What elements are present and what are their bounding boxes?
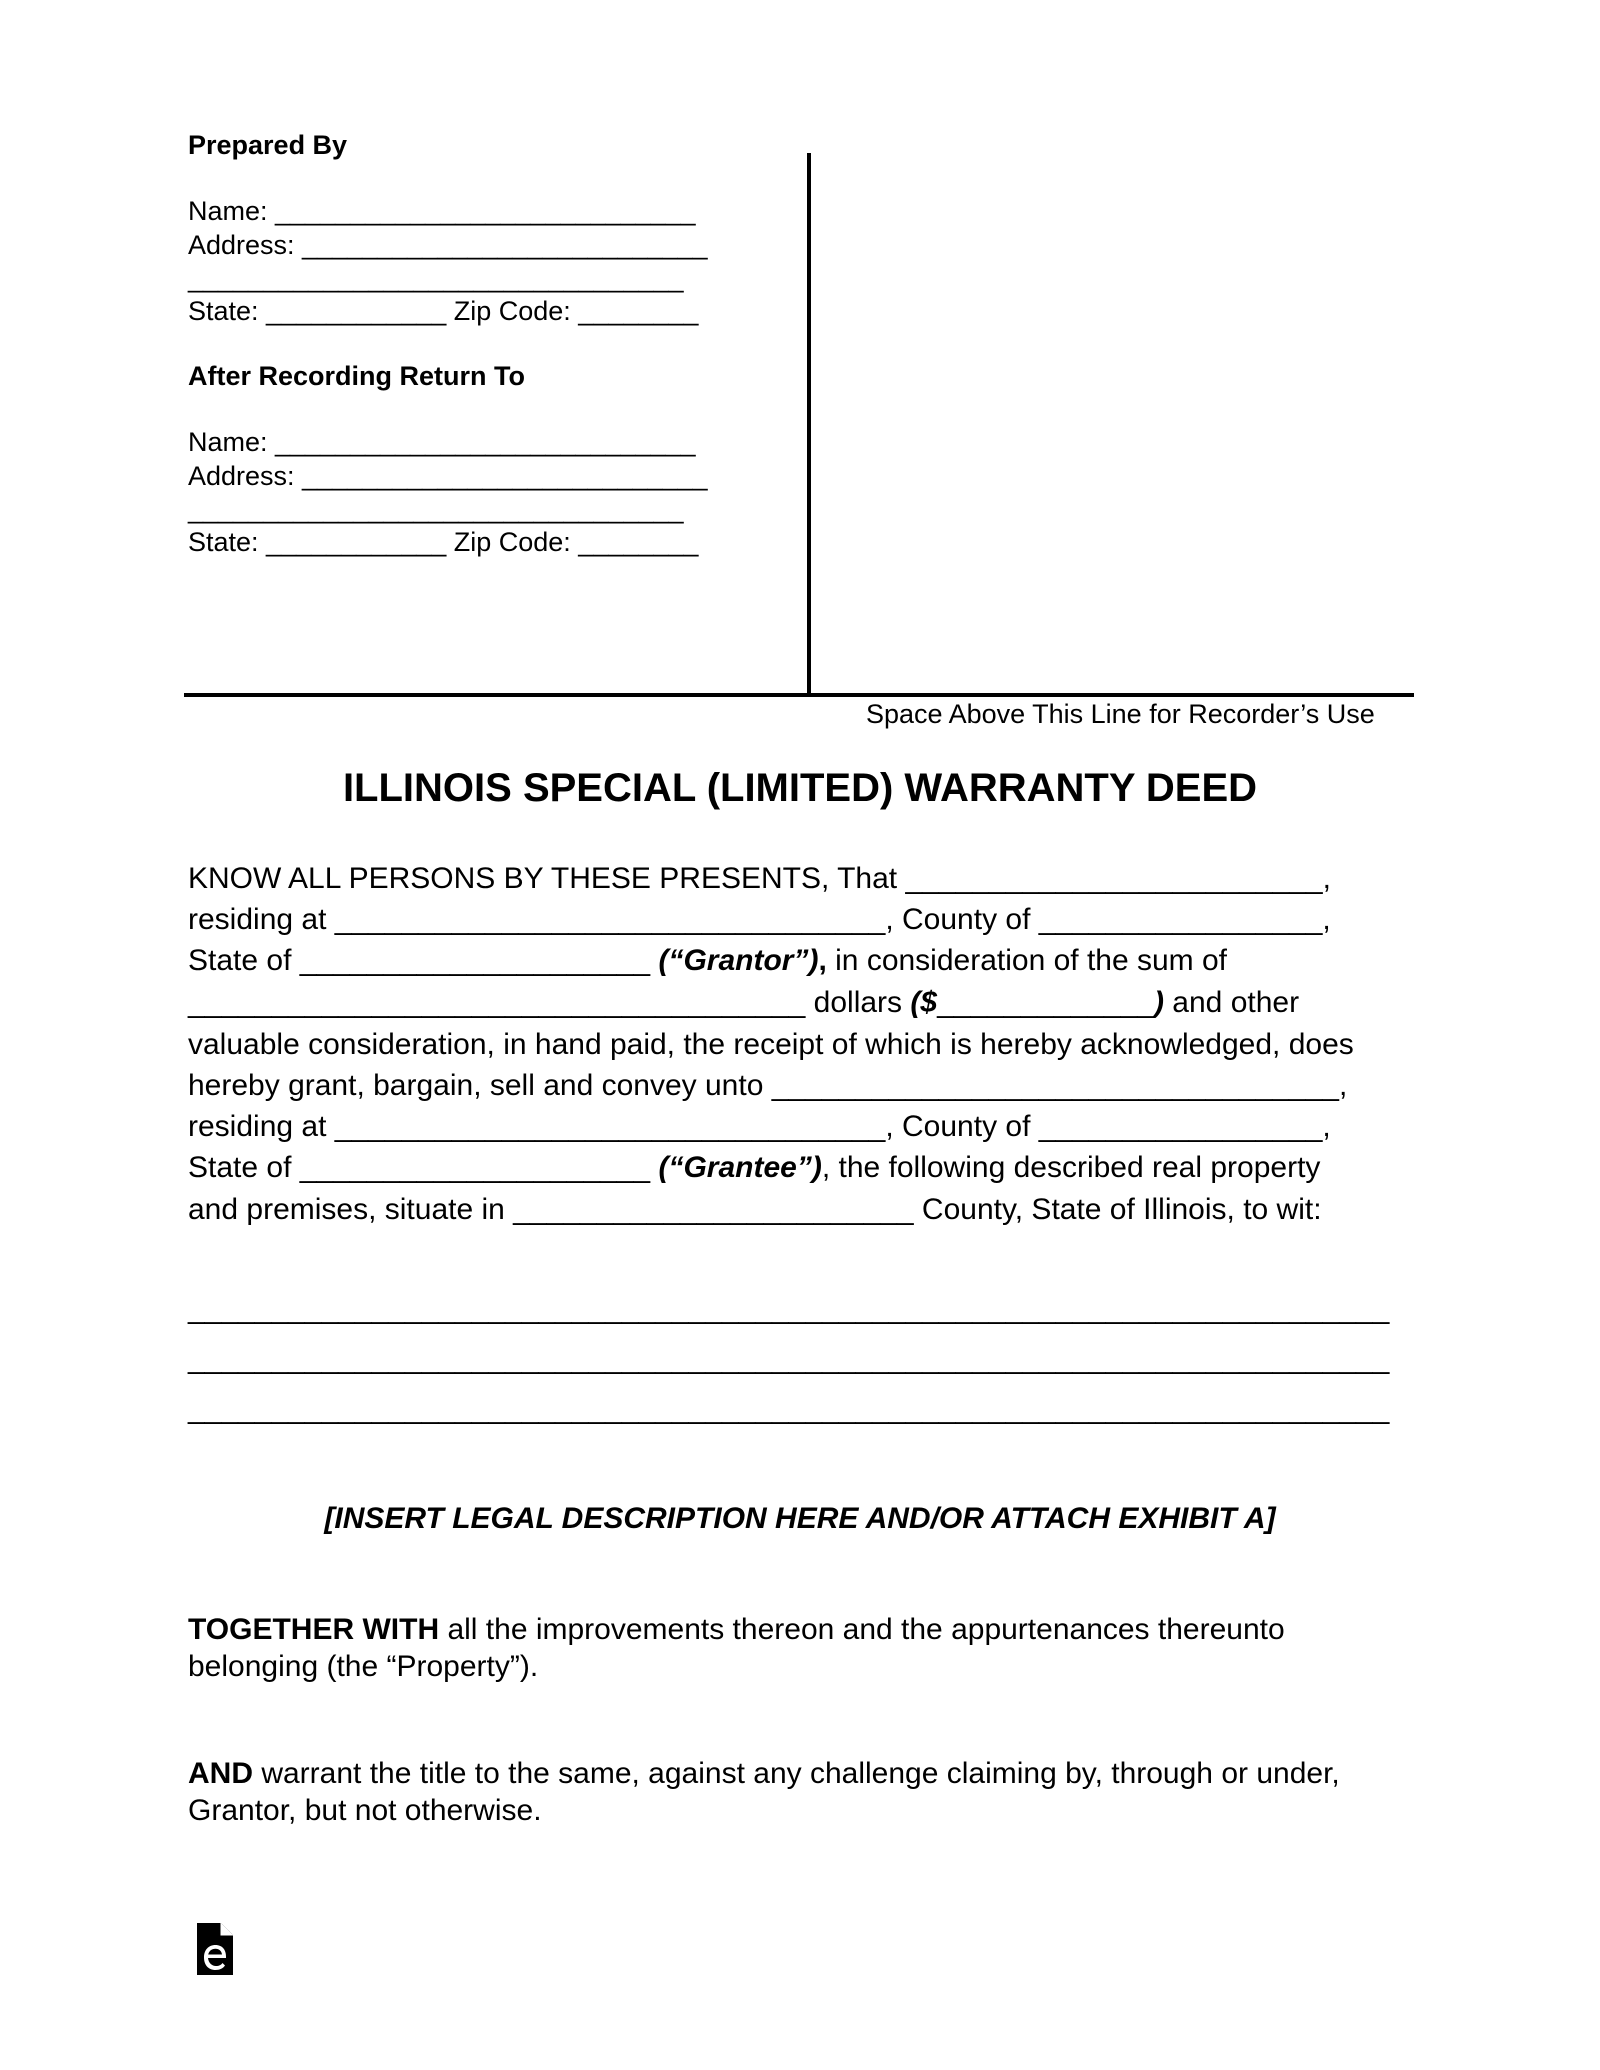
body-line-6: hereby grant, bargain, sell and convey unto __________________________________, — [188, 1069, 1348, 1102]
prepared-by-state-zip-field[interactable]: State: ____________ Zip Code: ________ — [188, 296, 699, 326]
recorder-space-divider — [807, 153, 811, 695]
body-line-5: valuable consideration, in hand paid, the receipt of which is hereby acknowledged, does — [188, 1028, 1354, 1061]
recorder-space-bottom-line — [184, 693, 1414, 697]
grantor-label: (“Grantor”) — [658, 944, 819, 977]
document-title: ILLINOIS SPECIAL (LIMITED) WARRANTY DEED — [342, 766, 1258, 810]
legal-description-line-3[interactable]: ________________________________________________________________________ — [188, 1392, 1390, 1425]
body-line-8: State of _____________________ (“Grantee”), the following described real property — [188, 1151, 1321, 1184]
prepared-by-name-field[interactable]: Name: ____________________________ — [188, 196, 696, 226]
prepared-by-address-line2[interactable]: _________________________________ — [188, 263, 684, 293]
prepared-by-heading: Prepared By — [188, 130, 348, 160]
return-to-heading: After Recording Return To — [188, 361, 525, 391]
legal-description-line-1[interactable]: ________________________________________________________________________ — [188, 1292, 1390, 1325]
return-to-address-field[interactable]: Address: ___________________________ — [188, 461, 708, 491]
grantee-label: (“Grantee”) — [658, 1151, 822, 1184]
together-with-line-1: TOGETHER WITH all the improvements thereon and the appurtenances thereunto — [188, 1613, 1285, 1646]
together-with-line-2: belonging (the “Property”). — [188, 1650, 539, 1683]
body-line-3: State of _____________________ (“Grantor”), in consideration of the sum of — [188, 944, 1228, 977]
insert-legal-description-note: [INSERT LEGAL DESCRIPTION HERE AND/OR ATTACH EXHIBIT A] — [324, 1502, 1276, 1535]
legal-description-line-2[interactable]: ________________________________________________________________________ — [188, 1342, 1390, 1375]
return-to-state-zip-field[interactable]: State: ____________ Zip Code: ________ — [188, 527, 699, 557]
warranty-line-2: Grantor, but not otherwise. — [188, 1794, 542, 1827]
body-line-1: KNOW ALL PERSONS BY THESE PRESENTS, That _________________________, — [188, 862, 1331, 895]
body-line-9: and premises, situate in ________________________ County, State of Illinois, to wit: — [188, 1193, 1322, 1226]
body-line-4: _____________________________________ dollars ($_____________) and other — [188, 986, 1300, 1019]
body-line-7: residing at _________________________________, County of _________________, — [188, 1110, 1331, 1143]
return-to-name-field[interactable]: Name: ____________________________ — [188, 427, 696, 457]
recorder-use-note: Space Above This Line for Recorder’s Use — [866, 699, 1375, 729]
return-to-address-line2[interactable]: _________________________________ — [188, 494, 684, 524]
body-line-2: residing at _________________________________, County of _________________, — [188, 903, 1331, 936]
warranty-line-1: AND warrant the title to the same, against any challenge claiming by, through or under, — [188, 1757, 1340, 1790]
prepared-by-address-field[interactable]: Address: ___________________________ — [188, 230, 708, 260]
eforms-logo-icon — [197, 1923, 233, 1980]
